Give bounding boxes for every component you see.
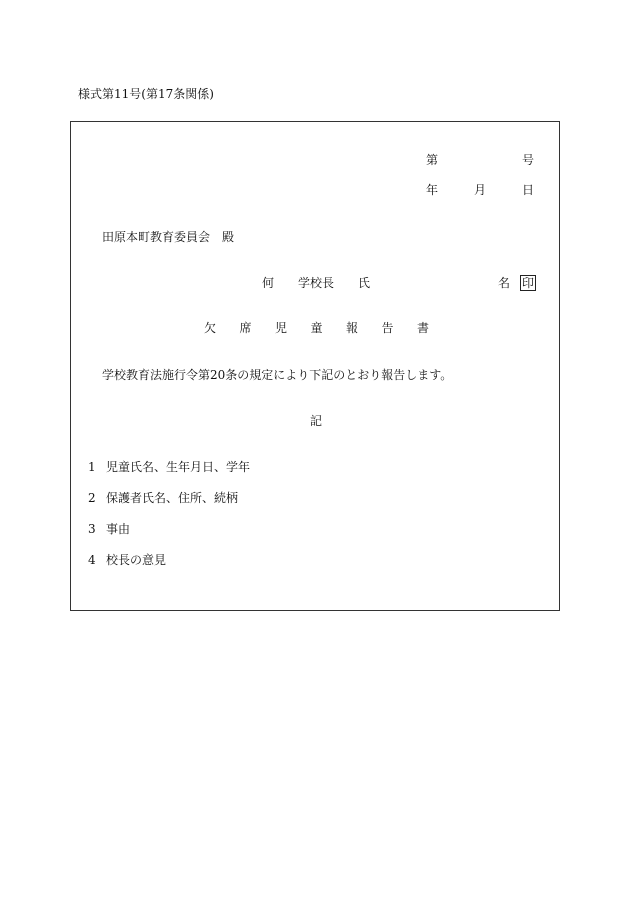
list-item-number: 3 — [88, 522, 96, 536]
body-text: 学校教育法施行令第20条の規定により下記のとおり報告します。 — [102, 368, 453, 382]
day-label: 日 — [522, 183, 535, 197]
list-item-number: 1 — [88, 460, 96, 474]
title-char: 欠 — [204, 321, 217, 335]
title-char: 児 — [275, 321, 288, 335]
seal-mark: 印 — [522, 276, 535, 290]
list-item: 児童氏名、生年月日、学年 — [106, 460, 251, 474]
title-char: 書 — [417, 321, 430, 335]
form-label: 様式第11号(第17条関係) — [78, 87, 214, 101]
list-item-number: 2 — [88, 491, 96, 505]
list-item: 保護者氏名、住所、続柄 — [106, 491, 239, 505]
list-item-number: 4 — [88, 553, 96, 567]
month-label: 月 — [474, 183, 487, 197]
title-char: 告 — [381, 321, 394, 335]
report-form — [70, 121, 560, 611]
ki-heading: 記 — [310, 414, 323, 428]
sender-name-label: 名 — [498, 276, 511, 290]
addressee: 田原本町教育委員会 殿 — [102, 230, 235, 244]
number-suffix: 号 — [522, 153, 535, 167]
title-char: 童 — [310, 321, 323, 335]
year-label: 年 — [426, 183, 439, 197]
list-item: 事由 — [106, 522, 131, 536]
title-char: 席 — [239, 321, 252, 335]
list-item: 校長の意見 — [106, 553, 167, 567]
number-prefix: 第 — [426, 153, 439, 167]
sender-school: 何 学校長 氏 — [262, 276, 371, 290]
title-char: 報 — [346, 321, 359, 335]
